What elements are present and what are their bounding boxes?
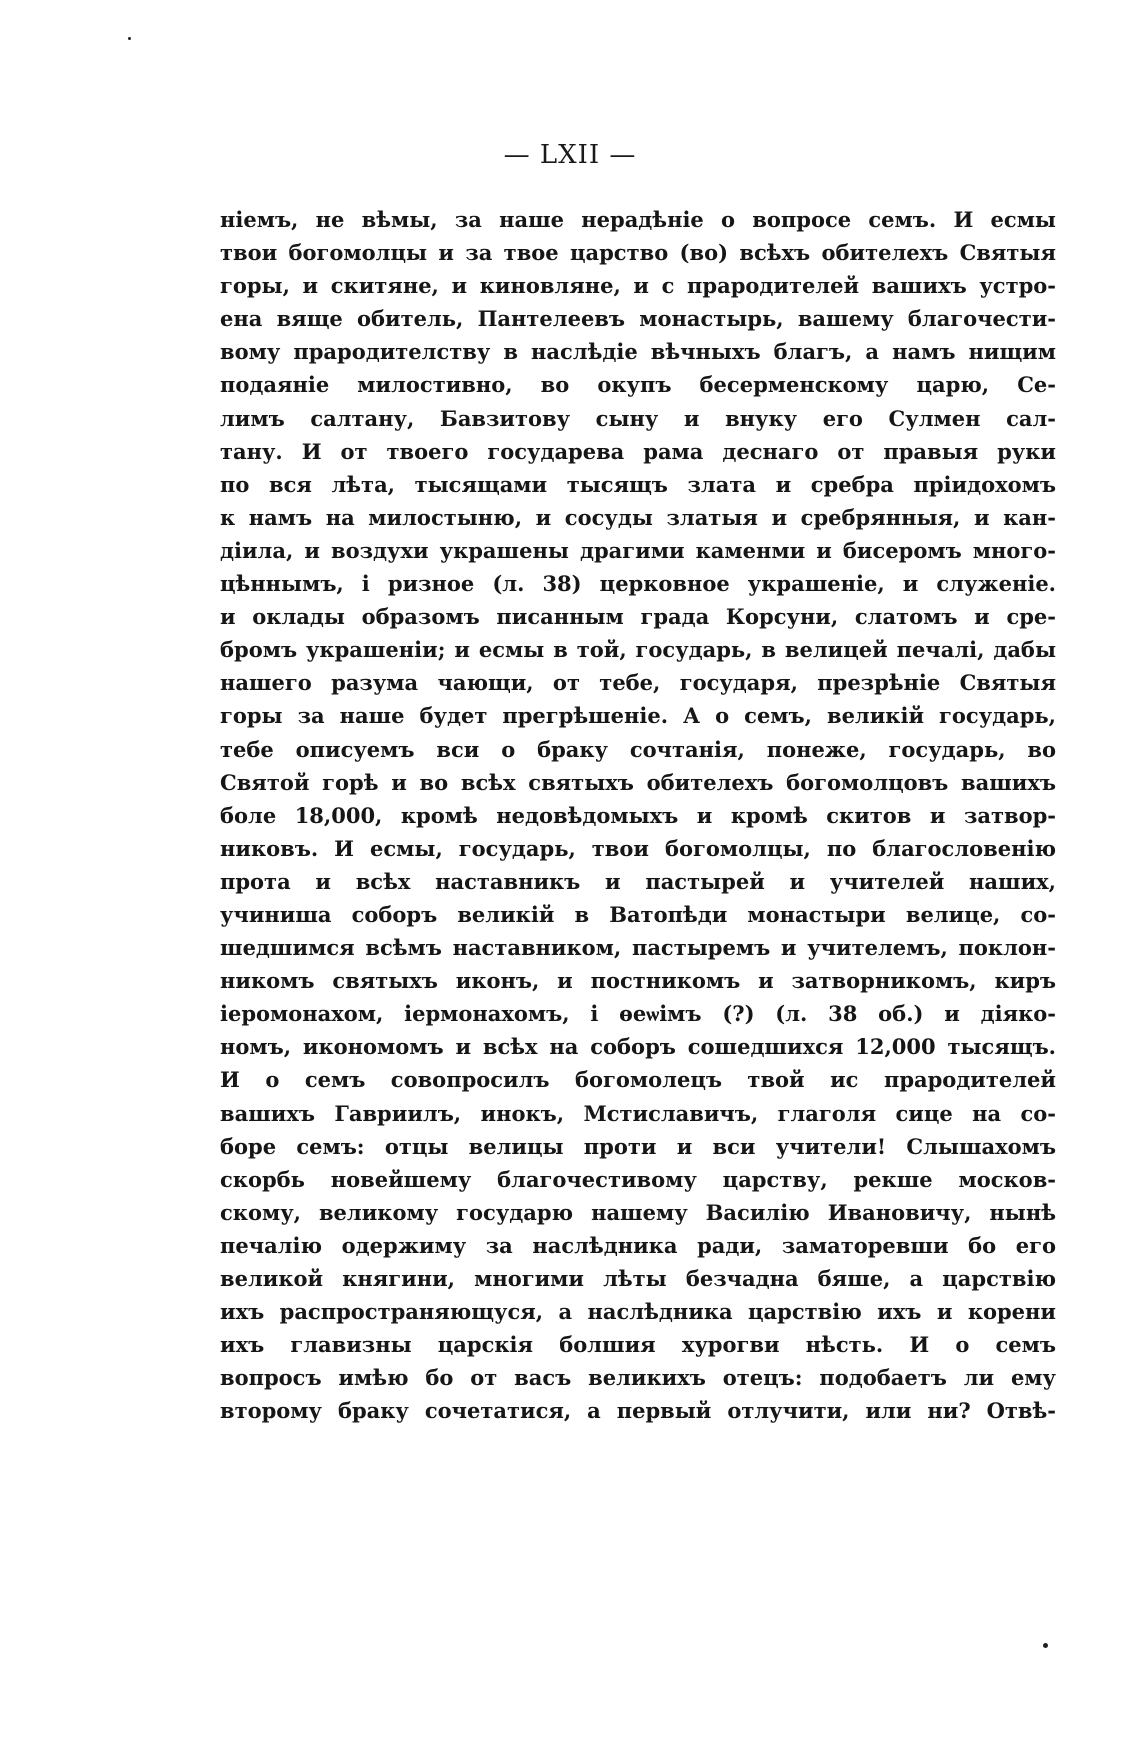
text-line: діила, и воздухи украшены драгими каменми и бисеромъ много- (220, 537, 1056, 563)
text-line: учиниша соборъ великій в Ватопѣди монастыри велице, со- (220, 901, 1056, 927)
text-line: по вся лѣта, тысящами тысящъ злата и сребра пріидохомъ (220, 471, 1056, 497)
text-line: второму браку сочетатися, а первый отлучити, или ни? Отвѣ- (220, 1398, 1056, 1424)
text-line: подаяніе милостивно, во окупъ бесерменскому царю, Се- (220, 372, 1056, 398)
scan-speck (128, 37, 131, 40)
text-line: твои богомолцы и за твое царство (во) всѣхъ обителехъ Святыя (220, 240, 1056, 266)
text-line: печалію одержиму за наслѣдника ради, заматоревши бо его (220, 1232, 1056, 1258)
text-line: нашего разума чающи, от тебе, государя, презрѣніе Святыя (220, 670, 1056, 696)
text-line: никомъ святыхъ иконъ, и постникомъ и затворникомъ, киръ (220, 968, 1056, 994)
text-line: вопросъ имѣю бо от васъ великихъ отецъ: подобаетъ ли ему (220, 1365, 1056, 1391)
text-line: боре семъ: отцы велицы проти и вси учители! Слышахомъ (220, 1133, 1056, 1159)
text-line: лимъ салтану, Бавзитову сыну и внуку его Сулмен сал- (220, 405, 1056, 431)
text-line: вому прародителству в наслѣдіе вѣчныхъ благъ, а намъ нищим (220, 339, 1056, 365)
text-line: прота и всѣх наставникъ и пастырей и учителей наших, (220, 868, 1056, 894)
text-line: тану. И от твоего государева рама деснаго от правыя руки (220, 438, 1056, 464)
text-line: к намъ на милостыню, и сосуды златыя и сребрянныя, и кан- (220, 504, 1056, 530)
text-line: И о семъ совопросилъ богомолецъ твой ис прародителей (220, 1067, 1056, 1093)
text-line: ихъ распространяющуся, а наслѣдника царствію ихъ и корени (220, 1299, 1056, 1325)
scan-speck (1043, 1643, 1048, 1648)
text-line: великой княгини, многими лѣты безчадна бяше, а царствію (220, 1266, 1056, 1291)
text-line: вашихъ Гавриилъ, инокъ, Мстиславичъ, глаголя сице на со- (220, 1100, 1056, 1126)
text-line: цѣннымъ, і ризное (л. 38) церковное украшеніе, и служеніе. (220, 571, 1056, 597)
text-line: ніемъ, не вѣмы, за наше нерадѣніе о вопросе семъ. И есмы (220, 207, 1056, 232)
text-line: горы за наше будет прегрѣшеніе. А о семъ, великій государь, (220, 703, 1056, 729)
text-line: скорбь новейшему благочестивому царству, рекше москов- (220, 1166, 1056, 1192)
text-line: шедшимся всѣмъ наставником, пастыремъ и учителемъ, поклон- (220, 935, 1056, 961)
text-line: бромъ украшеніи; и есмы в той, государь, в велицей печалі, дабы (220, 637, 1056, 663)
text-line: Святой горѣ и во всѣх святыхъ обителехъ богомолцовъ вашихъ (220, 769, 1056, 795)
page-number-header: — LXII — (503, 140, 637, 170)
text-line: номъ, икономомъ и всѣх на соборъ сошедшихся 12,000 тысящъ. (220, 1034, 1056, 1060)
text-line: боле 18,000, кромѣ недовѣдомыхъ и кромѣ скитов и затвор- (220, 802, 1056, 828)
text-line: горы, и скитяне, и киновляне, и с прародителей вашихъ устро- (220, 273, 1056, 299)
text-line: ихъ главизны царскія болшия хурогви нѣсть. И о семъ (220, 1332, 1056, 1358)
text-line: тебе описуемъ вси о браку сочтанія, понеже, государь, во (220, 736, 1056, 762)
text-line: іеромонахом, іермонахомъ, і ѳеѡімъ (?) (л. 38 об.) и діяко- (220, 1001, 1056, 1027)
text-line: и оклады образомъ писанным града Корсуни, слатомъ и сре- (220, 604, 1056, 630)
text-line: никовъ. И есмы, государь, твои богомолцы, по благословенію (220, 835, 1056, 861)
body-text (220, 203, 1056, 1427)
text-line: ена вяще обитель, Пантелеевъ монастырь, вашему благочести- (220, 306, 1056, 332)
text-line: скому, великому государю нашему Василію Ивановичу, нынѣ (220, 1199, 1056, 1225)
